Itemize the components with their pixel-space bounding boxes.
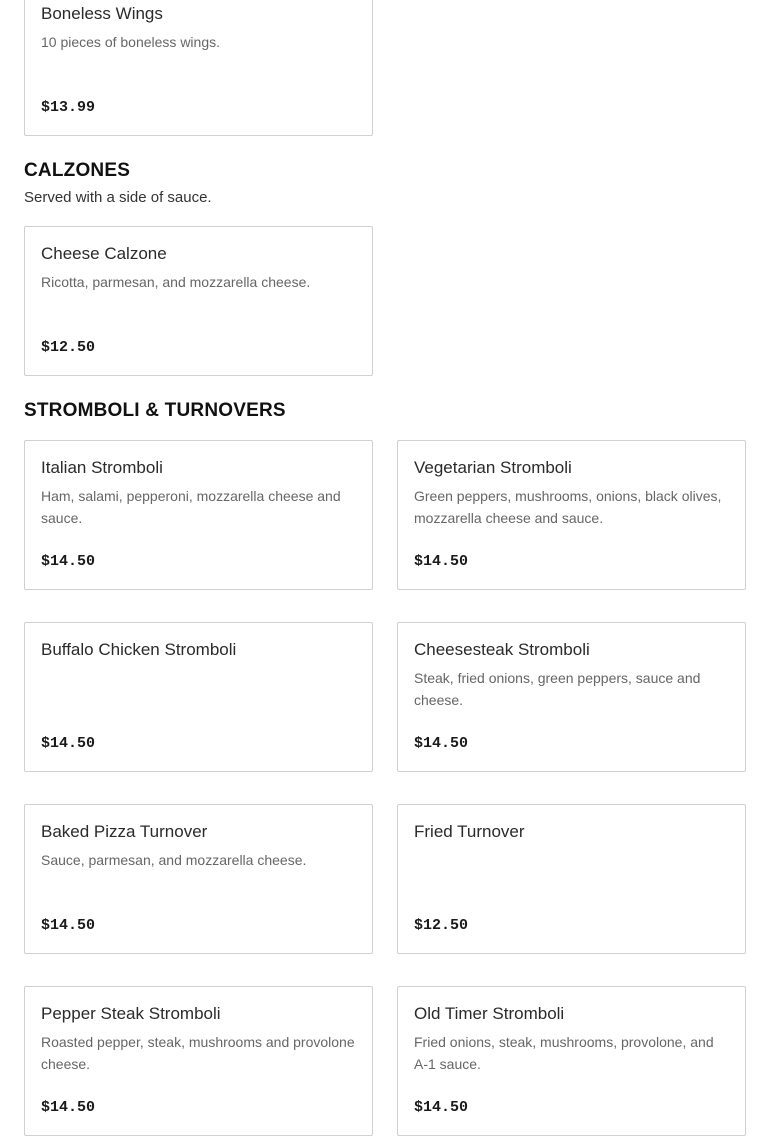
menu-item-card[interactable] bbox=[397, 440, 746, 590]
menu-item-description: Green peppers, mushrooms, onions, black olives, mozzarella cheese and sauce. bbox=[414, 488, 722, 526]
menu-item-description: Ham, salami, pepperoni, mozzarella cheese and sauce. bbox=[41, 488, 341, 526]
menu-item-card[interactable] bbox=[397, 622, 746, 772]
menu-item-name: Buffalo Chicken Stromboli bbox=[41, 640, 237, 659]
menu-item-price: $13.99 bbox=[41, 99, 96, 116]
menu-item-card[interactable] bbox=[24, 226, 373, 376]
menu-item-card[interactable] bbox=[24, 440, 373, 590]
menu-item-price: $14.50 bbox=[41, 1099, 96, 1116]
menu-item-name: Old Timer Stromboli bbox=[414, 1004, 565, 1023]
menu-item-name: Italian Stromboli bbox=[41, 458, 163, 477]
menu-item-price: $12.50 bbox=[41, 339, 96, 356]
menu-item-price: $14.50 bbox=[414, 1099, 469, 1116]
menu-item-description: Fried onions, steak, mushrooms, provolone, and A-1 sauce. bbox=[414, 1034, 714, 1072]
section-subtitle-calzones: Served with a side of sauce. bbox=[24, 189, 212, 206]
menu-item-price: $14.50 bbox=[414, 553, 469, 570]
menu-item-name: Boneless Wings bbox=[41, 4, 163, 23]
menu-item-card[interactable] bbox=[24, 804, 373, 954]
menu-item-card[interactable] bbox=[397, 804, 746, 954]
menu-item-price: $14.50 bbox=[41, 917, 96, 934]
menu-item-price: $14.50 bbox=[41, 553, 96, 570]
menu-item-name: Fried Turnover bbox=[414, 822, 525, 841]
menu-item-card[interactable] bbox=[24, 0, 373, 136]
section-title-stromboli: STROMBOLI & TURNOVERS bbox=[24, 400, 286, 421]
menu-item-card[interactable] bbox=[397, 986, 746, 1136]
menu-item-description: Roasted pepper, steak, mushrooms and provolone cheese. bbox=[41, 1034, 355, 1072]
menu-item-price: $12.50 bbox=[414, 917, 469, 934]
menu-item-description: Steak, fried onions, green peppers, sauce and cheese. bbox=[414, 670, 701, 708]
menu-item-description: Ricotta, parmesan, and mozzarella cheese. bbox=[41, 274, 311, 290]
menu-item-description: 10 pieces of boneless wings. bbox=[41, 34, 220, 50]
menu-item-name: Baked Pizza Turnover bbox=[41, 822, 208, 841]
menu-item-name: Cheese Calzone bbox=[41, 244, 167, 263]
menu-item-name: Vegetarian Stromboli bbox=[414, 458, 572, 477]
menu-item-name: Pepper Steak Stromboli bbox=[41, 1004, 221, 1023]
menu-item-description: Sauce, parmesan, and mozzarella cheese. bbox=[41, 852, 307, 868]
section-title-calzones: CALZONES bbox=[24, 160, 131, 181]
menu-item-card[interactable] bbox=[24, 986, 373, 1136]
menu-item-price: $14.50 bbox=[414, 735, 469, 752]
menu-item-card[interactable] bbox=[24, 622, 373, 772]
menu-item-name: Cheesesteak Stromboli bbox=[414, 640, 590, 659]
menu-item-price: $14.50 bbox=[41, 735, 96, 752]
